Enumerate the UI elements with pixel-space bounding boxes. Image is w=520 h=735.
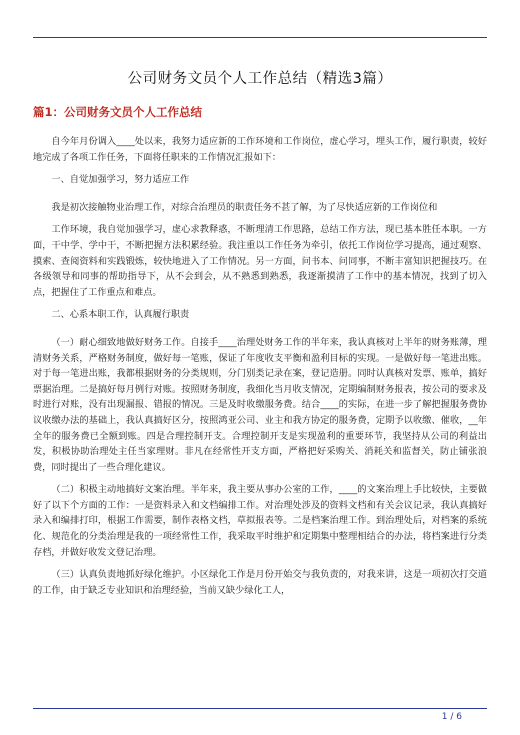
header-rule: [33, 37, 487, 38]
heading-one: 一、自觉加强学习，努力适应工作: [51, 174, 190, 186]
paragraph: 工作环境，我自觉加强学习，虚心求教释惑，不断理清工作思路，总结工作方法，现已基本胜任本职。一方面，干中学、学中干，不断把握方法积累经验。我注重以工作任务为牵引，依托工作岗位学习提高，通过观察、摸索、查阅资料和实践锻炼，较快地进入了工作情况。另一方面，问书本、问同事，不断丰富知识把握技巧。在各级领导和同事的帮助指导下，从不会到会，从不熟悉到熟悉，我逐渐摸清了工作中的基本情况，找到了切入点，把握住了工作重点和难点。: [33, 224, 487, 298]
paragraph-intro: 自今年月份调入____处以来，我努力适应新的工作环境和工作岗位，虚心学习，埋头工作，履行职责，较好地完成了各项工作任务，下面将任职来的工作情况汇报如下：: [33, 136, 487, 163]
heading-two: 二、心系本职工作，认真履行职责: [51, 309, 190, 321]
section-title: 篇1：公司财务文员个人工作总结: [33, 105, 202, 119]
page-number: 1 / 6: [441, 712, 462, 722]
paragraph: 我是初次接触物业治理工作，对综合治理员的职责任务不甚了解，为了尽快适应新的工作岗位和: [51, 201, 438, 213]
footer-rule: [33, 708, 487, 709]
paragraph: （三）认真负责地抓好绿化维护。小区绿化工作是月份开始交与我负责的，对我来讲，这是一项初次打交道的工作，由于缺乏专业知识和治理经验，当前又缺少绿化工人，: [33, 569, 487, 596]
document-body: [33, 60, 487, 605]
paragraph: （二）积极主动地搞好文案治理。半年来，我主要从事办公室的工作，____的文案治理上手比较快，主要做好了以下个方面的工作：一是资料录入和文档编排工作。对治理处涉及的资料文档和有关会议记录，我认真搞好录入和编排打印，根据工作需要，制作表格文档，草拟报表等。二是档案治理工作。到治理处后，对档案的系统化、规范化的分类治理是我的一项经常性工作，我采取平时维护和定期集中整理相结合的办法，将档案进行分类存档，并做好收发文登记治理。: [33, 484, 487, 558]
document-title: 公司财务文员个人工作总结（精选3篇）: [127, 71, 393, 87]
paragraph: （一）耐心细致地做好财务工作。自接手____治理处财务工作的半年来，我认真核对上半年的财务账薄，理清财务关系，严格财务制度，做好每一笔账，保证了年度收支平衡和盈利目标的实现。一是做好每一笔进出账。对于每一笔进出账，我都根据财务的分类规则，分门别类记录在案，登记造册。同时认真核对发票、账单，搞好票据治理。二是搞好每月例行对账。按照财务制度，我细化当月收支情况，定期编制财务报表，按公司的要求及时进行对账，没有出现漏报、错报的情况。三是及时收缴服务费。结合____的实际，在进一步了解把握服务费协议收缴办法的基础上，我认真搞好区分，按照鸿亚公司、业主和我方协定的服务费，定期予以收缴、催收，__年全年的服务费已全额到账。四是合理控制开支。合理控制开支是实现盈利的重要环节，我坚持从公司的利益出发，积极协助治理处主任当家理财。非凡在经常性开支方面，严格把好采购关、消耗关和监督关，防止铺张浪费，同时提出了一些合理化建议。: [33, 336, 487, 473]
